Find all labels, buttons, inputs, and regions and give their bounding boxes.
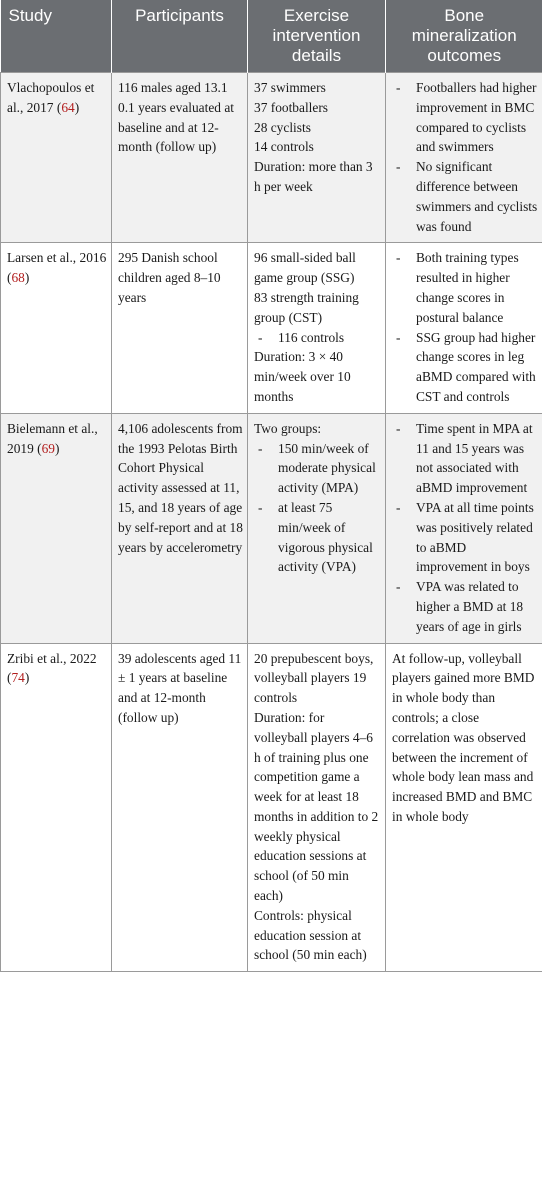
text-line: Duration: for volleyball players 4–6 h of training plus one competition game a week for at least 18 months in addition to 2 weekly physical education sessions at school (of 50 min each) — [254, 709, 379, 904]
bullet-list — [254, 328, 381, 348]
header-exercise: Exercise intervention details — [248, 0, 386, 73]
text-line: 37 swimmers — [254, 80, 326, 95]
cell-exercise — [248, 643, 386, 972]
bullet-list — [392, 78, 538, 236]
cell-exercise — [248, 73, 386, 243]
reference-link[interactable]: 69 — [41, 440, 55, 456]
text-line: 28 cyclists — [254, 119, 311, 135]
cell-outcomes — [386, 643, 542, 972]
bullet-list — [392, 248, 538, 406]
cell-outcomes — [386, 73, 542, 243]
header-study: Study — [1, 0, 112, 73]
text-line: 20 prepubescent boys, volleyball players 19 controls — [254, 650, 374, 706]
table-row — [1, 243, 542, 413]
text-line: Duration: more than 3 h per week — [254, 159, 373, 194]
cell-participants: 4,106 adolescents from the 1993 Pelotas Birth Cohort Physical activity assessed at 11, 15, and 18 years of age by self-report and at 18 years by accelerometry — [112, 413, 248, 643]
text-line: 37 footballers — [254, 99, 329, 115]
text-line: Two groups: — [254, 420, 322, 436]
reference-link[interactable]: 68 — [11, 270, 25, 286]
text-line: 96 small-sided ball game group (SSG) — [254, 250, 356, 286]
bullet-item: - No significant difference between swimmers and cyclists was found — [392, 157, 538, 236]
cell-participants: 295 Danish school children aged 8–10 years — [112, 243, 248, 413]
bullet-item: - SSG group had higher change scores in leg aBMD compared with CST and controls — [392, 328, 538, 407]
text-line: 83 strength training group (CST) — [254, 289, 359, 325]
study-name: Vlachopoulos et al., 2017 — [7, 80, 95, 115]
cell-study: Larsen et al., 2016 (68) — [1, 243, 112, 413]
table-row — [1, 643, 542, 972]
bullet-item: - at least 75 min/week of vigorous physical activity (VPA) — [254, 498, 381, 577]
cell-participants: 116 males aged 13.1 0.1 years evaluated at baseline and at 12-month (follow up) — [112, 73, 248, 243]
text-line: 14 controls — [254, 139, 314, 155]
cell-study: Zribi et al., 2022 (74) — [1, 643, 112, 972]
study-name: Bielemann et al., 2019 — [7, 420, 98, 456]
bullet-item: - VPA at all time points was positively related to aBMD improvement in boys — [392, 498, 538, 577]
cell-exercise — [248, 243, 386, 413]
bullet-item: - VPA was related to higher a BMD at 18 years of age in girls — [392, 577, 538, 636]
cell-study: Vlachopoulos et al., 2017 (64) — [1, 73, 112, 243]
table-row — [1, 413, 542, 643]
cell-exercise — [248, 413, 386, 643]
study-name: Zribi et al., 2022 — [7, 650, 97, 666]
text-line: Duration: 3 × 40 min/week over 10 months — [254, 349, 351, 404]
bullet-item: - 150 min/week of moderate physical activity (MPA) — [254, 439, 381, 498]
text-line: At follow-up, volleyball players gained more BMD in whole body than controls; a close correlation was observed between the increment of whole body lean mass and increased BMD and BMC in whole body — [392, 650, 535, 824]
header-row — [1, 0, 542, 73]
cell-outcomes — [386, 413, 542, 643]
study-name: Larsen et al., 2016 — [7, 250, 107, 266]
reference-link[interactable]: 64 — [61, 99, 75, 115]
cell-participants: 39 adolescents aged 11 ± 1 years at baseline and at 12-month (follow up) — [112, 643, 248, 972]
bullet-item: - 116 controls — [254, 328, 381, 348]
reference-link[interactable]: 74 — [11, 670, 25, 686]
bullet-item: - Both training types resulted in higher change scores in postural balance — [392, 248, 538, 327]
bullet-item: - Time spent in MPA at 11 and 15 years was not associated with aBMD improvement — [392, 419, 538, 498]
bullet-list — [392, 419, 538, 637]
bullet-item: - Footballers had higher improvement in BMC compared to cyclists and swimmers — [392, 78, 538, 157]
header-participants: Participants — [112, 0, 248, 73]
text-line: Controls: physical education session at school (50 min each) — [254, 907, 367, 963]
header-outcomes: Bone mineralization outcomes — [386, 0, 542, 73]
cell-study: Bielemann et al., 2019 (69) — [1, 413, 112, 643]
cell-outcomes — [386, 243, 542, 413]
table-row — [1, 73, 542, 243]
bullet-list — [254, 439, 381, 578]
